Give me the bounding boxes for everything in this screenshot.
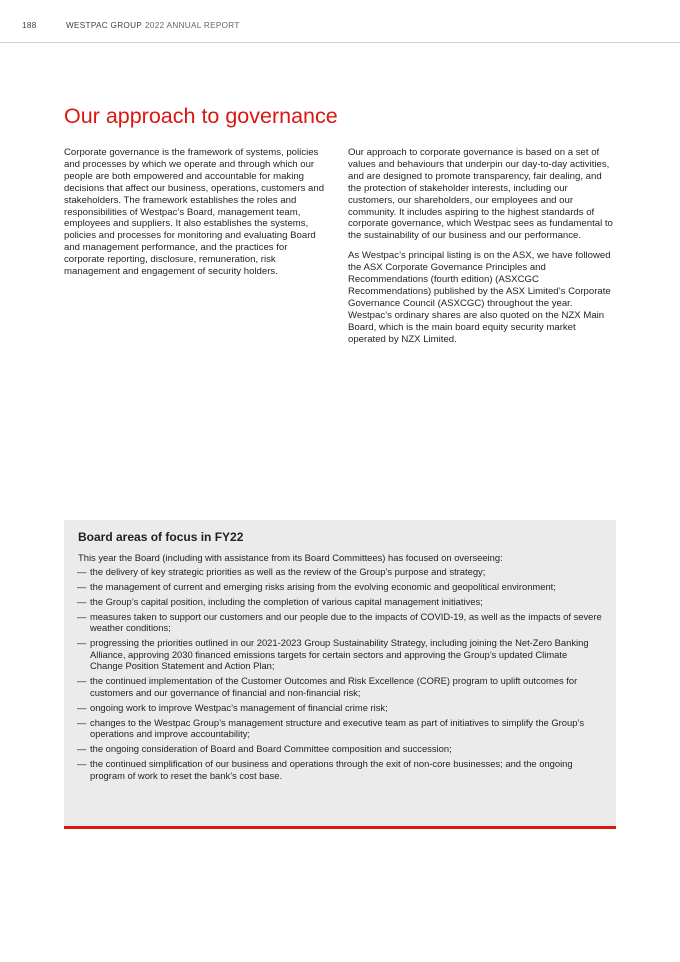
- paragraph: Our approach to corporate governance is based on a set of values and behaviours that underpin our day-to-day activities, and are designed to promote transparency, fair dealing, and the protection of stakeholder interests, including our customers, our shareholders, our employees and our community. It includes aspiring to the highest standards of corporate governance, which Westpac sees as fundamental to the sustainability of our business and our performance.: [348, 147, 613, 242]
- dash-bullet: —: [77, 610, 87, 622]
- page-header: [0, 0, 680, 43]
- list-item: [78, 743, 602, 755]
- list-item-text: the management of current and emerging risks arising from the evolving economic and geopolitical environment;: [90, 580, 556, 592]
- list-item: [78, 717, 602, 740]
- focus-list: [78, 566, 602, 782]
- dash-bullet: —: [77, 637, 87, 649]
- paragraph: Corporate governance is the framework of systems, policies and processes by which we operate and through which our people are both empowered and accountable for making decisions that affect our business, operations, customers and stakeholders. The framework establishes the roles and responsibilities of Westpac’s Board, management team, employees and suppliers. It also establishes the systems, policies and processes for monitoring and evaluating Board and management performance, and the practices for corporate reporting, disclosure, remuneration, risk management and engagement of security holders.: [64, 147, 325, 278]
- list-item-text: the continued simplification of our business and operations through the exit of non-core businesses; and the ongoing program of work to reset the bank’s cost base.: [90, 758, 573, 782]
- focus-box-intro: This year the Board (including with assistance from its Board Committees) has focused on overseeing:: [78, 552, 503, 563]
- dash-bullet: —: [77, 743, 87, 755]
- list-item-text: the delivery of key strategic priorities as well as the review of the Group’s purpose and strategy;: [90, 565, 486, 577]
- dash-bullet: —: [77, 595, 87, 607]
- page-number: 188: [22, 21, 37, 30]
- dash-bullet: —: [77, 565, 87, 577]
- list-item: [78, 596, 602, 608]
- organization-name: WESTPAC GROUP: [66, 21, 143, 30]
- dash-bullet: —: [77, 701, 87, 713]
- list-item: [78, 566, 602, 578]
- list-item: [78, 758, 602, 781]
- dash-bullet: —: [77, 580, 87, 592]
- board-focus-box: [64, 520, 616, 826]
- list-item: [78, 581, 602, 593]
- list-item-text: the Group’s capital position, including the completion of various capital management initiatives;: [90, 595, 483, 607]
- list-item-text: measures taken to support our customers and our people due to the impacts of COVID-19, as well as the impacts of severe weather conditions;: [90, 610, 602, 634]
- dash-bullet: —: [77, 758, 87, 770]
- list-item-text: the continued implementation of the Customer Outcomes and Risk Excellence (CORE) program to uplift outcomes for customers and our governance of financial and non-financial risk;: [90, 675, 578, 698]
- paragraph: As Westpac’s principal listing is on the ASX, we have followed the ASX Corporate Governance Principles and Recommendations (fourth edition) (ASXCGC Recommendations) published by the ASX Limited’s Corporate Governance Council (ASXCGC) throughout the year. Westpac’s ordinary shares are also quoted on the NZX Main Board, which is the main board equity security market operated by NZX Limited.: [348, 250, 611, 345]
- left-column: [64, 147, 330, 286]
- report-title: [66, 21, 240, 30]
- list-item-text: changes to the Westpac Group’s management structure and executive team as part of initiatives to simplify the Group’s operations and improve accountability;: [90, 716, 585, 740]
- list-item: [78, 702, 602, 714]
- focus-box-heading: Board areas of focus in FY22: [78, 530, 244, 544]
- list-item: [78, 675, 602, 698]
- dash-bullet: —: [77, 675, 87, 687]
- list-item: [78, 637, 602, 672]
- accent-divider: [64, 826, 616, 829]
- list-item-text: ongoing work to improve Westpac’s management of financial crime risk;: [90, 701, 388, 713]
- list-item-text: progressing the priorities outlined in our 2021-2023 Group Sustainability Strategy, including joining the Net-Zero Banking Alliance, approving 2030 financed emissions targets for certain sectors and approving the Group’s updated Climate Change Position Statement and Action Plan;: [90, 637, 589, 672]
- list-item-text: the ongoing consideration of Board and Board Committee composition and succession;: [90, 743, 452, 755]
- report-name: 2022 ANNUAL REPORT: [145, 21, 240, 30]
- page-title: Our approach to governance: [64, 104, 338, 128]
- list-item: [78, 611, 602, 634]
- right-column: [348, 147, 614, 354]
- dash-bullet: —: [77, 716, 87, 728]
